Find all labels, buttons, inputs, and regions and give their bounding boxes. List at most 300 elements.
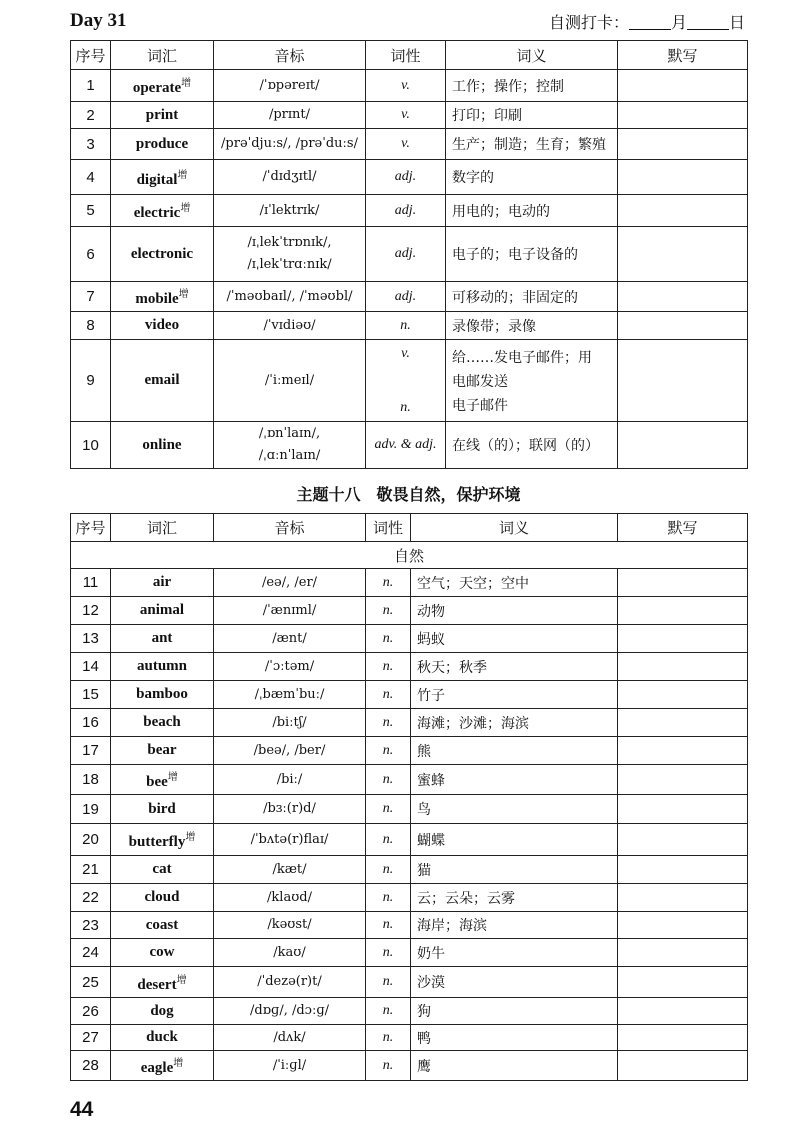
dictation-cell[interactable] <box>618 102 748 129</box>
pos-text: adj. <box>394 246 417 261</box>
phonetic-text: /kəʊst/ <box>267 917 312 932</box>
dictation-cell[interactable] <box>618 1051 748 1081</box>
phonetic-text: /ˈməʊbaɪl/, /ˈməʊbl/ <box>226 288 353 304</box>
row-number: 1 <box>71 70 111 102</box>
dictation-cell[interactable] <box>618 195 748 227</box>
row-number: 13 <box>71 625 111 653</box>
pos-text: n. <box>382 714 394 730</box>
word-text: duck <box>146 1029 178 1045</box>
pos-text: v. <box>401 77 410 93</box>
row-number: 20 <box>71 824 111 856</box>
vocab-word <box>111 1025 214 1051</box>
phonetic-text: /ˈɔːtəm/ <box>264 658 315 674</box>
meaning <box>446 282 618 312</box>
added-word-tag: 增 <box>180 203 191 214</box>
table-row <box>71 765 748 795</box>
pos-text: adj. <box>394 169 417 184</box>
section-subheading: 自然 <box>71 542 748 569</box>
vocab-word <box>111 737 214 765</box>
row-number: 9 <box>71 340 111 422</box>
pos-text: n. <box>382 771 394 787</box>
row-number: 4 <box>71 160 111 195</box>
dictation-cell[interactable] <box>618 939 748 967</box>
meaning <box>446 312 618 340</box>
vocab-word <box>111 967 214 998</box>
added-word-tag: 增 <box>173 1058 184 1069</box>
phonetic <box>214 195 366 227</box>
word-text: cloud <box>144 889 180 905</box>
table-row <box>71 569 748 597</box>
meaning-text: 海滩；沙滩；海滨 <box>417 715 529 732</box>
month-blank[interactable] <box>629 13 671 30</box>
pos-text: n. <box>382 944 394 960</box>
day-label: Day 31 <box>70 10 127 31</box>
phonetic <box>214 312 366 340</box>
phonetic <box>214 884 366 912</box>
phonetic-text: /kæt/ <box>272 861 307 877</box>
word-text: bear <box>147 742 177 758</box>
word-text: butterfly <box>128 834 186 850</box>
phonetic-text: /ˌɒnˈlaɪn/, <box>258 426 321 441</box>
dictation-cell[interactable] <box>618 681 748 709</box>
meaning <box>411 912 618 939</box>
dictation-cell[interactable] <box>618 856 748 884</box>
table-row <box>71 340 748 422</box>
pos-text: n. <box>382 974 394 989</box>
col-header-dictation: 默写 <box>618 41 748 70</box>
word-text: bee <box>146 774 168 790</box>
month-char: 月 <box>670 13 687 32</box>
pos-text: n. <box>382 889 394 905</box>
pos-text: n. <box>382 1057 394 1073</box>
dictation-cell[interactable] <box>618 884 748 912</box>
word-text: cat <box>152 861 172 877</box>
meaning-text: 电子的；电子设备的 <box>452 247 578 263</box>
row-number: 25 <box>71 967 111 998</box>
dictation-cell[interactable] <box>618 340 748 422</box>
part-of-speech <box>366 422 446 469</box>
meaning <box>411 1051 618 1081</box>
phonetic-text: /kaʊ/ <box>273 944 306 960</box>
row-number: 28 <box>71 1051 111 1081</box>
vocab-word <box>111 129 214 160</box>
row-number: 18 <box>71 765 111 795</box>
pos-text: n. <box>400 317 411 333</box>
added-word-tag: 增 <box>181 78 192 89</box>
table-row <box>71 856 748 884</box>
meaning <box>411 795 618 824</box>
word-text: electronic <box>130 245 194 262</box>
phonetic-text-alt: /ˌɑːnˈlaɪn/ <box>258 448 321 463</box>
meaning <box>446 422 618 469</box>
meaning-text: 在线（的）；联网（的） <box>452 438 599 454</box>
table-header-row <box>71 41 748 70</box>
phonetic <box>214 681 366 709</box>
phonetic <box>214 422 366 469</box>
vocab-word <box>111 824 214 856</box>
meaning-text: 沙漠 <box>417 975 445 991</box>
dictation-cell[interactable] <box>618 1025 748 1051</box>
meaning-text: 蜜蜂 <box>417 772 445 789</box>
row-number: 17 <box>71 737 111 765</box>
word-text: video <box>144 317 180 333</box>
part-of-speech <box>366 1051 411 1081</box>
phonetic-text: /eə/, /er/ <box>261 574 318 590</box>
table-row <box>71 653 748 681</box>
part-of-speech <box>366 709 411 737</box>
col-header-ipa: 音标 <box>214 41 366 70</box>
part-of-speech <box>366 939 411 967</box>
phonetic-text: /ˈɒpəreɪt/ <box>259 77 320 93</box>
meaning <box>411 597 618 625</box>
vocab-word <box>111 227 214 282</box>
dictation-cell[interactable] <box>618 795 748 824</box>
meaning <box>446 160 618 195</box>
dictation-cell[interactable] <box>618 227 748 282</box>
phonetic-text: /biːtʃ/ <box>272 714 307 730</box>
vocab-word <box>111 70 214 102</box>
phonetic-text: /ɪˌlekˈtrɒnɪk/, <box>247 235 332 250</box>
table-row <box>71 282 748 312</box>
part-of-speech <box>366 856 411 884</box>
phonetic <box>214 1051 366 1081</box>
row-number: 23 <box>71 912 111 939</box>
phonetic <box>214 102 366 129</box>
table-row <box>71 195 748 227</box>
col-header-num: 序号 <box>71 514 111 542</box>
dictation-cell[interactable] <box>618 70 748 102</box>
meaning <box>411 709 618 737</box>
meaning <box>411 681 618 709</box>
dictation-cell[interactable] <box>618 967 748 998</box>
phonetic <box>214 824 366 856</box>
phonetic-text: /ɪˈlektrɪk/ <box>259 202 320 218</box>
phonetic <box>214 129 366 160</box>
part-of-speech <box>366 884 411 912</box>
word-text: operate <box>132 80 182 96</box>
meaning <box>411 1025 618 1051</box>
meaning <box>411 737 618 765</box>
meaning-text: 给……发电子邮件；用 <box>452 349 592 366</box>
row-number: 2 <box>71 102 111 129</box>
table-row <box>71 939 748 967</box>
vocab-word <box>111 340 214 422</box>
meaning-text: 生产；制造；生育；繁殖 <box>452 137 606 153</box>
meaning-text: 录像带；录像 <box>452 318 536 335</box>
vocab-word <box>111 884 214 912</box>
part-of-speech <box>366 912 411 939</box>
dictation-cell[interactable] <box>618 912 748 939</box>
vocab-word <box>111 625 214 653</box>
meaning <box>446 227 618 282</box>
col-header-pos: 词性 <box>366 514 411 542</box>
pos-text: n. <box>382 917 394 932</box>
phonetic-text: /ˌbæmˈbuː/ <box>254 686 325 702</box>
pos-stack <box>369 346 442 416</box>
vocab-word <box>111 681 214 709</box>
phonetic <box>214 939 366 967</box>
part-of-speech <box>366 625 411 653</box>
pos-text: n. <box>382 831 394 847</box>
page-number: 44 <box>70 1098 94 1121</box>
meaning <box>411 625 618 653</box>
part-of-speech <box>366 70 446 102</box>
meaning-text: 空气；天空；空中 <box>417 575 529 592</box>
phonetic <box>214 765 366 795</box>
dictation-cell[interactable] <box>618 282 748 312</box>
added-word-tag: 增 <box>178 289 189 300</box>
table-row <box>71 967 748 998</box>
word-text: bamboo <box>136 686 188 702</box>
word-text: ant <box>151 630 173 646</box>
phonetic <box>214 282 366 312</box>
row-number: 16 <box>71 709 111 737</box>
meaning <box>411 939 618 967</box>
dictation-cell[interactable] <box>618 160 748 195</box>
vocab-table-2 <box>70 513 748 1081</box>
phonetic-text: /ˈænɪml/ <box>262 602 317 618</box>
word-text: email <box>144 372 180 388</box>
row-number: 26 <box>71 998 111 1025</box>
vocab-word <box>111 939 214 967</box>
row-number: 5 <box>71 195 111 227</box>
word-text: eagle <box>140 1060 174 1076</box>
added-word-tag: 增 <box>176 974 187 986</box>
part-of-speech <box>366 129 446 160</box>
col-header-dictation: 默写 <box>618 514 748 542</box>
meaning <box>411 653 618 681</box>
pos-text: v. <box>401 136 410 151</box>
pos-text: n. <box>382 658 394 674</box>
added-word-tag: 增 <box>185 832 196 843</box>
row-number: 10 <box>71 422 111 469</box>
phonetic-text: /ˈiːmeɪl/ <box>264 372 315 388</box>
vocab-word <box>111 569 214 597</box>
dictation-cell[interactable] <box>618 129 748 160</box>
added-word-tag: 增 <box>167 772 178 783</box>
meaning <box>446 195 618 227</box>
phonetic-text: /prəˈdjuːs/, /prəˈduːs/ <box>221 136 358 151</box>
row-number: 8 <box>71 312 111 340</box>
meaning-group <box>452 346 614 394</box>
phonetic-text: /beə/, /ber/ <box>253 742 326 758</box>
meaning-text: 蝴蝶 <box>417 832 445 849</box>
meaning <box>411 569 618 597</box>
row-number: 15 <box>71 681 111 709</box>
part-of-speech <box>366 102 446 129</box>
meaning-text: 鸭 <box>417 1030 431 1047</box>
table-row <box>71 1051 748 1081</box>
pos-text: adj. <box>394 202 417 218</box>
table-row <box>71 681 748 709</box>
meaning <box>411 998 618 1025</box>
phonetic <box>214 625 366 653</box>
dictation-cell[interactable] <box>618 422 748 469</box>
phonetic-text: /dɒɡ/, /dɔːɡ/ <box>249 1003 330 1018</box>
self-check-label <box>549 10 745 33</box>
vocab-word <box>111 102 214 129</box>
phonetic <box>214 340 366 422</box>
pos-text: n. <box>382 1003 394 1018</box>
meaning <box>446 340 618 422</box>
phonetic <box>214 998 366 1025</box>
dictation-cell[interactable] <box>618 737 748 765</box>
row-number: 22 <box>71 884 111 912</box>
pos-text: n. <box>382 686 394 702</box>
meaning <box>411 856 618 884</box>
word-text: mobile <box>135 291 179 307</box>
part-of-speech <box>366 282 446 312</box>
dictation-cell[interactable] <box>618 709 748 737</box>
table-row <box>71 422 748 469</box>
meaning-text-alt: 电子邮件 <box>452 397 508 414</box>
part-of-speech <box>366 824 411 856</box>
meaning-text: 海岸；海滨 <box>417 918 487 934</box>
part-of-speech <box>366 1025 411 1051</box>
word-text: dog <box>150 1002 174 1019</box>
row-number: 14 <box>71 653 111 681</box>
part-of-speech <box>366 195 446 227</box>
row-number: 3 <box>71 129 111 160</box>
pos-text: v. <box>401 345 410 361</box>
part-of-speech <box>366 340 446 422</box>
part-of-speech <box>366 737 411 765</box>
phonetic-text: /dʌk/ <box>273 1029 306 1045</box>
meaning-text: 竹子 <box>417 687 445 704</box>
vocab-word <box>111 312 214 340</box>
phonetic <box>214 795 366 824</box>
meaning-text: 鹰 <box>417 1058 431 1075</box>
meaning-text: 打印；印刷 <box>452 108 522 124</box>
phonetic <box>214 856 366 884</box>
pos-text: n. <box>382 742 394 758</box>
meaning-text: 可移动的；非固定的 <box>452 289 578 306</box>
vocab-word <box>111 422 214 469</box>
row-number: 11 <box>71 569 111 597</box>
word-text: autumn <box>136 658 188 674</box>
dictation-cell[interactable] <box>618 998 748 1025</box>
pos-text: n. <box>382 574 394 590</box>
meaning-text: 熊 <box>417 743 431 760</box>
phonetic <box>214 227 366 282</box>
meaning-text-cont: 电邮发送 <box>452 373 508 390</box>
meaning <box>446 129 618 160</box>
self-check-text: 自测打卡： <box>548 13 629 32</box>
vocab-word <box>111 597 214 625</box>
part-of-speech <box>366 967 411 998</box>
word-text: beach <box>143 714 181 730</box>
row-number: 24 <box>71 939 111 967</box>
phonetic <box>214 912 366 939</box>
pos-text: n. <box>382 630 394 646</box>
part-of-speech <box>366 312 446 340</box>
word-text: desert <box>137 976 177 993</box>
vocab-word <box>111 998 214 1025</box>
word-text: electric <box>133 205 181 221</box>
table-row <box>71 737 748 765</box>
vocab-word <box>111 282 214 312</box>
word-text: coast <box>145 916 179 933</box>
added-word-tag: 增 <box>177 169 188 181</box>
vocab-word <box>111 795 214 824</box>
pos-text: v. <box>401 107 410 122</box>
meaning-text: 秋天；秋季 <box>417 659 487 676</box>
part-of-speech <box>366 227 446 282</box>
meaning <box>411 765 618 795</box>
table-row <box>71 884 748 912</box>
table-row <box>71 795 748 824</box>
row-number: 6 <box>71 227 111 282</box>
word-text: air <box>152 574 172 590</box>
vocab-word <box>111 195 214 227</box>
table-row <box>71 625 748 653</box>
meaning-text: 数字的 <box>452 170 494 186</box>
pos-text: adj. <box>394 288 417 304</box>
meaning-text: 动物 <box>417 603 445 620</box>
dictation-cell[interactable] <box>618 312 748 340</box>
dictation-cell[interactable] <box>618 653 748 681</box>
vocab-word <box>111 709 214 737</box>
meaning-text: 用电的；电动的 <box>452 203 550 220</box>
table-row <box>71 312 748 340</box>
section-subheading-row <box>71 542 748 569</box>
phonetic-text: /ænt/ <box>272 630 307 646</box>
dictation-cell[interactable] <box>618 597 748 625</box>
phonetic <box>214 737 366 765</box>
table-row <box>71 102 748 129</box>
day-blank[interactable] <box>687 13 729 30</box>
word-text: digital <box>136 171 178 188</box>
table-row <box>71 824 748 856</box>
phonetic <box>214 967 366 998</box>
part-of-speech <box>366 569 411 597</box>
table-row <box>71 709 748 737</box>
phonetic-text: /prɪnt/ <box>268 107 311 122</box>
table-row <box>71 129 748 160</box>
meaning-text: 云；云朵；云雾 <box>417 890 515 907</box>
col-header-word: 词汇 <box>111 41 214 70</box>
pos-text: n. <box>382 861 394 877</box>
meaning <box>446 102 618 129</box>
day-char: 日 <box>728 13 745 32</box>
meaning-text: 鸟 <box>417 802 431 818</box>
pos-text: adv. & adj. <box>374 437 437 452</box>
part-of-speech <box>366 160 446 195</box>
vocab-table-1 <box>70 40 748 469</box>
vocab-word <box>111 160 214 195</box>
table-row <box>71 998 748 1025</box>
phonetic-text: /klaʊd/ <box>267 889 312 905</box>
dictation-cell[interactable] <box>618 824 748 856</box>
phonetic <box>214 160 366 195</box>
part-of-speech <box>366 681 411 709</box>
phonetic-text: /ˈiːɡl/ <box>272 1057 307 1073</box>
phonetic <box>214 70 366 102</box>
dictation-cell[interactable] <box>618 625 748 653</box>
phonetic <box>214 709 366 737</box>
table-row <box>71 70 748 102</box>
part-of-speech <box>366 765 411 795</box>
dictation-cell[interactable] <box>618 569 748 597</box>
word-text: animal <box>139 602 185 618</box>
word-text: cow <box>149 944 175 960</box>
vocab-word <box>111 912 214 939</box>
part-of-speech <box>366 597 411 625</box>
dictation-cell[interactable] <box>618 765 748 795</box>
phonetic-text: /ˈdɪdʒɪtl/ <box>262 169 317 184</box>
meaning-text: 奶牛 <box>417 945 445 962</box>
col-header-meaning: 词义 <box>446 41 618 70</box>
